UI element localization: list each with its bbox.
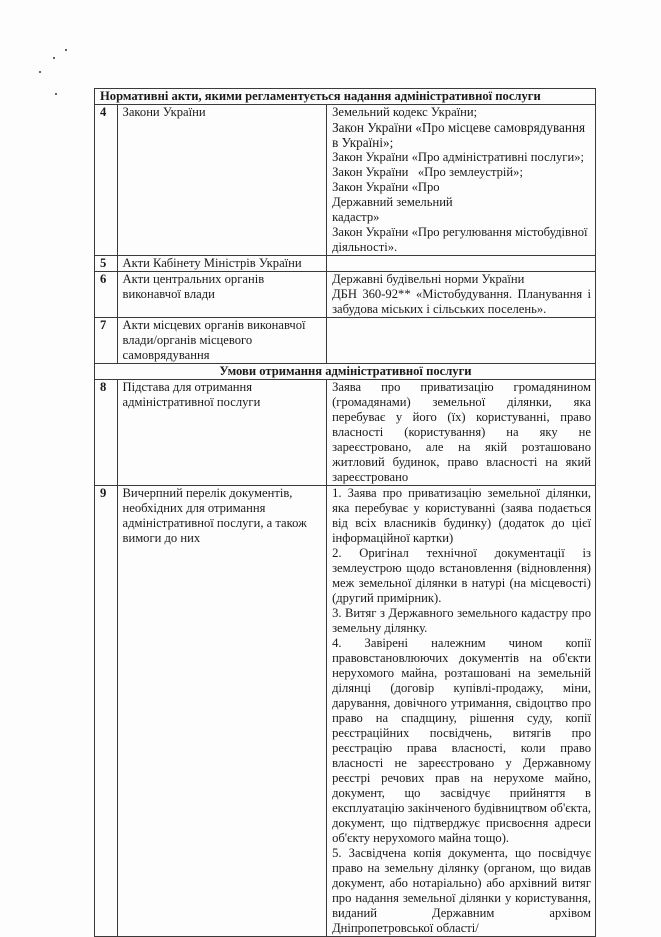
row-value	[327, 272, 596, 318]
section-title-service-conditions: Умови отримання адміністративної послуги	[95, 364, 596, 380]
law-item: Земельний кодекс України;	[332, 105, 478, 119]
law-item: Закон України «Про місцеве самоврядування в Україні»;	[332, 120, 586, 150]
law-item: Закон України «Про Державний земельний кадастр»	[332, 180, 453, 224]
row-label: Закони України	[117, 105, 327, 256]
section-header-row	[95, 364, 596, 380]
norm-item: ДБН 360-92** «Містобудування. Планування і забудова міських і сільських поселень».	[332, 287, 591, 316]
row-number: 7	[95, 318, 118, 364]
table-row	[95, 105, 596, 256]
table-row	[95, 318, 596, 364]
scan-speck	[39, 71, 41, 73]
row-number: 9	[95, 486, 118, 937]
administrative-service-table	[94, 88, 596, 937]
table-row	[95, 256, 596, 272]
table-row	[95, 272, 596, 318]
table-row	[95, 486, 596, 937]
section-header-row	[95, 89, 596, 105]
row-number: 6	[95, 272, 118, 318]
row-value	[327, 486, 596, 937]
row-label: Підстава для отримання адміністративної послуги	[117, 380, 327, 486]
law-item: Закон України «Про землеустрій»;	[332, 165, 523, 179]
row-number: 4	[95, 105, 118, 256]
scan-speck	[65, 49, 67, 51]
row-label: Акти Кабінету Міністрів України	[117, 256, 327, 272]
row-number: 5	[95, 256, 118, 272]
document-item: 4. Завірені належним чином копії правовстановлюючих документів на об'єкти нерухомого майна, розташовані на земельній ділянці (договір купівлі-продажу, міни, дарування, довічного утримання, свідоцтво про право на спадщину, рішення суду, копії реєстраційних посвідчень, витягів про реєстрацію права власності, коли право власності не зареєстровано у Державному реєстрі речових прав на нерухоме майно, документ, що засвідчує прийняття в експлуатацію закінченого будівництвом об'єкта, документ, що підтверджує присвоєння адреси об'єкту нерухомого майна тощо).	[332, 636, 591, 845]
row-label: Акти центральних органів виконавчої влади	[117, 272, 327, 318]
law-item: Закон України «Про адміністративні послуги»;	[332, 150, 585, 164]
row-label: Вичерпний перелік документів, необхідних для отримання адміністративної послуги, а також вимоги до них	[117, 486, 327, 937]
document-item: 5. Засвідчена копія документа, що посвідчує право на земельну ділянку (органом, що видав документ, або нотаріально) або архівний витяг про надання земельної ділянки у користування, виданий Державним архівом Дніпропетровської області/	[332, 846, 591, 935]
row-number: 8	[95, 380, 118, 486]
scan-speck	[53, 57, 55, 59]
scan-speck	[55, 93, 57, 95]
document-item: 1. Заява про приватизацію земельної ділянки, яка перебуває у користуванні (заява подається від всіх власників будинку) (додаток до цієї інформаційної картки)	[332, 486, 591, 545]
document-item: 3. Витяг з Державного земельного кадастру про земельну ділянку.	[332, 606, 591, 635]
law-item: Закон України «Про регулювання містобудівної діяльності».	[332, 225, 588, 254]
section-title-normative-acts: Нормативні акти, якими регламентується надання адміністративної послуги	[95, 89, 596, 105]
norm-item: Державні будівельні норми України	[332, 272, 525, 286]
document-item: 2. Оригінал технічної документації із землеустрою щодо встановлення (відновлення) меж земельної ділянки в натурі (на місцевості) (другий примірник).	[332, 546, 591, 605]
row-value-empty	[327, 256, 596, 272]
row-label: Акти місцевих органів виконавчої влади/органів місцевого самоврядування	[117, 318, 327, 364]
row-value: Заява про приватизацію громадянином (громадянами) земельної ділянки, яка перебуває у його (їх) користуванні, право власності (користування) на яку не зареєстровано, але на якій розташовано житловий будинок, право власності на який зареєстровано	[327, 380, 596, 486]
row-value-empty	[327, 318, 596, 364]
row-value	[327, 105, 596, 256]
table-row	[95, 380, 596, 486]
